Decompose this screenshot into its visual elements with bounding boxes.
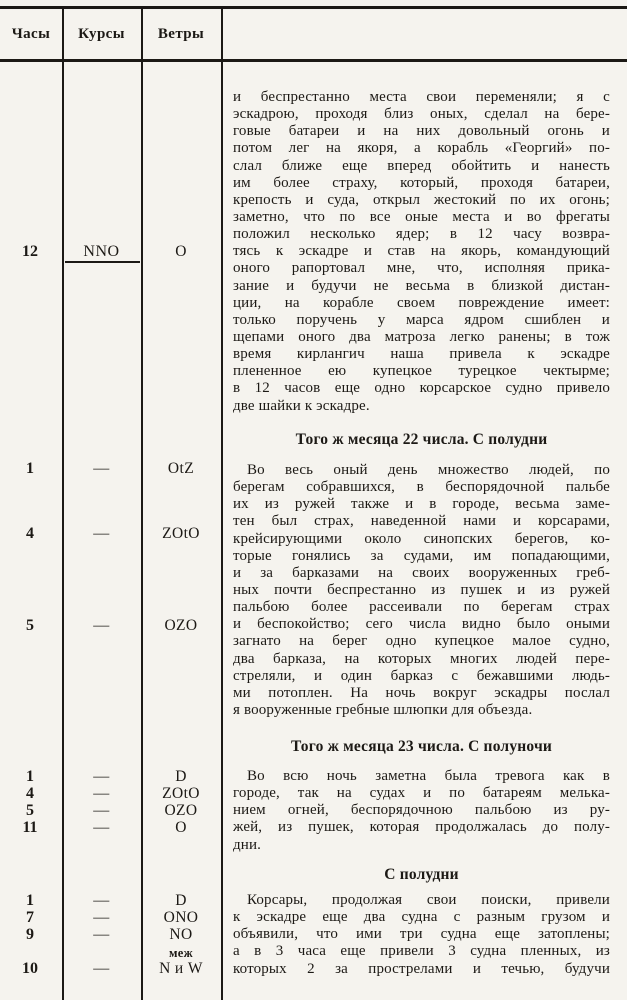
text-line: крепость и суда, открыл жестокий по их огонь; [233,191,610,208]
log-hour: 1 [26,768,34,785]
text-line: их из ружей также и в городе, весьма заме- [233,496,610,513]
text-line: городе, так на судах и по батареям мелька- [233,785,610,802]
text-line: им более страху, который, проходя батареи, [233,174,610,191]
log-course: — [93,460,110,477]
text-line: Во весь оный день множество людей, по [247,462,610,478]
text-line: жей, из пушек, которая продолжалась до полу- [233,819,610,836]
log-course: — [93,892,110,909]
log-course: — [93,909,110,926]
column-header-hours: Часы [11,26,51,42]
column-divider-1 [62,9,64,1000]
log-wind: O [175,819,187,836]
text-line: слал ближе еще вперед обойтить и нанесть [233,157,610,174]
text-line: нием огней, беспорядочною пальбою из ру- [233,802,610,819]
log-course: NNO [83,243,120,260]
text-line: я вооруженные гребные шлюпки для объезда. [233,701,533,718]
log-wind: D [175,892,187,909]
log-wind: меж [168,946,194,960]
text-line: эскадрою, проходя близ оных, сделал на бере- [233,106,610,123]
text-line: к эскадре еще два судна с разным грузом и [233,909,610,926]
paragraph [233,89,610,415]
log-hour: 1 [26,460,34,477]
text-line: объявили, что ими три судна еще затоплены; [233,926,610,943]
text-line: Корсары, продолжая свои поиски, привели [247,892,610,908]
log-hour: 4 [26,785,34,802]
text-line: берегам собравшихся, в беспорядочной пальбе [233,479,610,496]
column-divider-3 [221,9,223,1000]
log-wind: OtZ [167,460,195,477]
text-line: и беспокойство; сего числа видно было оными [233,616,610,633]
text-line: щепами оного два матроза легко ранены; в тож [233,328,610,345]
text-line: пальбою более рассеивали по берегам страх [233,599,610,616]
text-line: говые батареи и на них довольный огонь и [233,123,610,140]
text-line: и беспрестанно места свои переменяли; я с [233,89,610,105]
log-wind: ZOtO [162,785,200,802]
text-line: потом лег на якоря, а корабль «Георгий» по- [233,140,610,157]
log-wind: O [175,243,187,260]
log-wind: ONO [163,909,199,926]
text-line: стреляли, и один барказ с бежавшими людь- [233,667,610,684]
text-line: заметно, что по все оные места и во фрегаты [233,208,610,225]
log-course: — [93,525,110,542]
log-hour: 9 [26,926,34,943]
text-line: ми потоплен. На ночь вокруг эскадры послал [233,684,610,701]
log-hour: 4 [26,525,34,542]
text-line: крейсирующими около синопских берегов, ко- [233,530,610,547]
text-line: которых 2 за прострелами и течью, будучи [233,960,610,977]
text-line: два барказа, на которых многих людей пере- [233,650,610,667]
log-hour: 7 [26,909,34,926]
paragraph [233,462,610,719]
log-hour: 5 [26,802,34,819]
text-line: плененное ею купецкое турецкое чектырме; [233,363,610,380]
log-course: — [93,960,110,977]
text-line: ции, на корабле своем повреждение имеет: [233,294,610,311]
section-heading: С полудни [384,866,459,883]
text-line: тен был страх, наведенной нами и корсарами, [233,513,610,530]
text-line: время кирлангич наша привела к эскадре [233,346,610,363]
log-course: — [93,819,110,836]
section-heading: Того ж месяца 23 числа. С полуночи [290,738,553,755]
text-line: и за барказами на своих вооруженных греб- [233,564,610,581]
log-course: — [93,926,110,943]
log-hour: 10 [22,960,38,977]
log-wind: D [175,768,187,785]
log-hour: 5 [26,617,34,634]
text-line: дни. [233,836,262,853]
log-course: — [93,785,110,802]
text-line: тясь к эскадре и став на якорь, командующий [233,243,610,260]
text-line: оного рапортовал мне, что, исполняя прика- [233,260,610,277]
log-course: — [93,802,110,819]
text-line: зание и будучи не весьма в близкой дистан- [233,277,610,294]
text-line: торые гонялись за судами, им попадающими, [233,547,610,564]
text-line: в 12 часов еще одно корсарское судно привело [233,380,610,397]
text-line: загнато на берег одно купецкое малое судно, [233,633,610,650]
log-hour: 1 [26,892,34,909]
text-line: ных почти беспрестанно из пушек и из ружей [233,581,610,598]
column-header-courses: Курсы [78,26,125,42]
text-line: Во всю ночь заметна была тревога как в [247,768,610,784]
course-underline-rule [65,261,140,263]
log-wind: OZO [164,802,198,819]
log-wind: ZOtO [162,525,200,542]
text-line: положил несколько ядер; в 12 часу возвра- [233,226,610,243]
log-wind: N и W [159,960,203,977]
text-line: только поручень у марса ядром сшиблен и [233,311,610,328]
section-heading: Того ж месяца 22 числа. С полудни [295,431,548,448]
column-divider-2 [141,9,143,1000]
log-wind: OZO [164,617,198,634]
header-bottom-rule [0,59,627,62]
log-course: — [93,617,110,634]
column-header-winds: Ветры [157,26,205,42]
paragraph [233,768,610,854]
log-course: — [93,768,110,785]
text-line: а в 3 часа еще привели 3 судна пленных, из [233,943,610,960]
log-hour: 11 [22,819,38,836]
top-rule [0,6,627,9]
log-hour: 12 [22,243,38,260]
text-line: две шайки к эскадре. [233,397,370,414]
paragraph [233,892,610,978]
log-wind: NO [169,926,193,943]
